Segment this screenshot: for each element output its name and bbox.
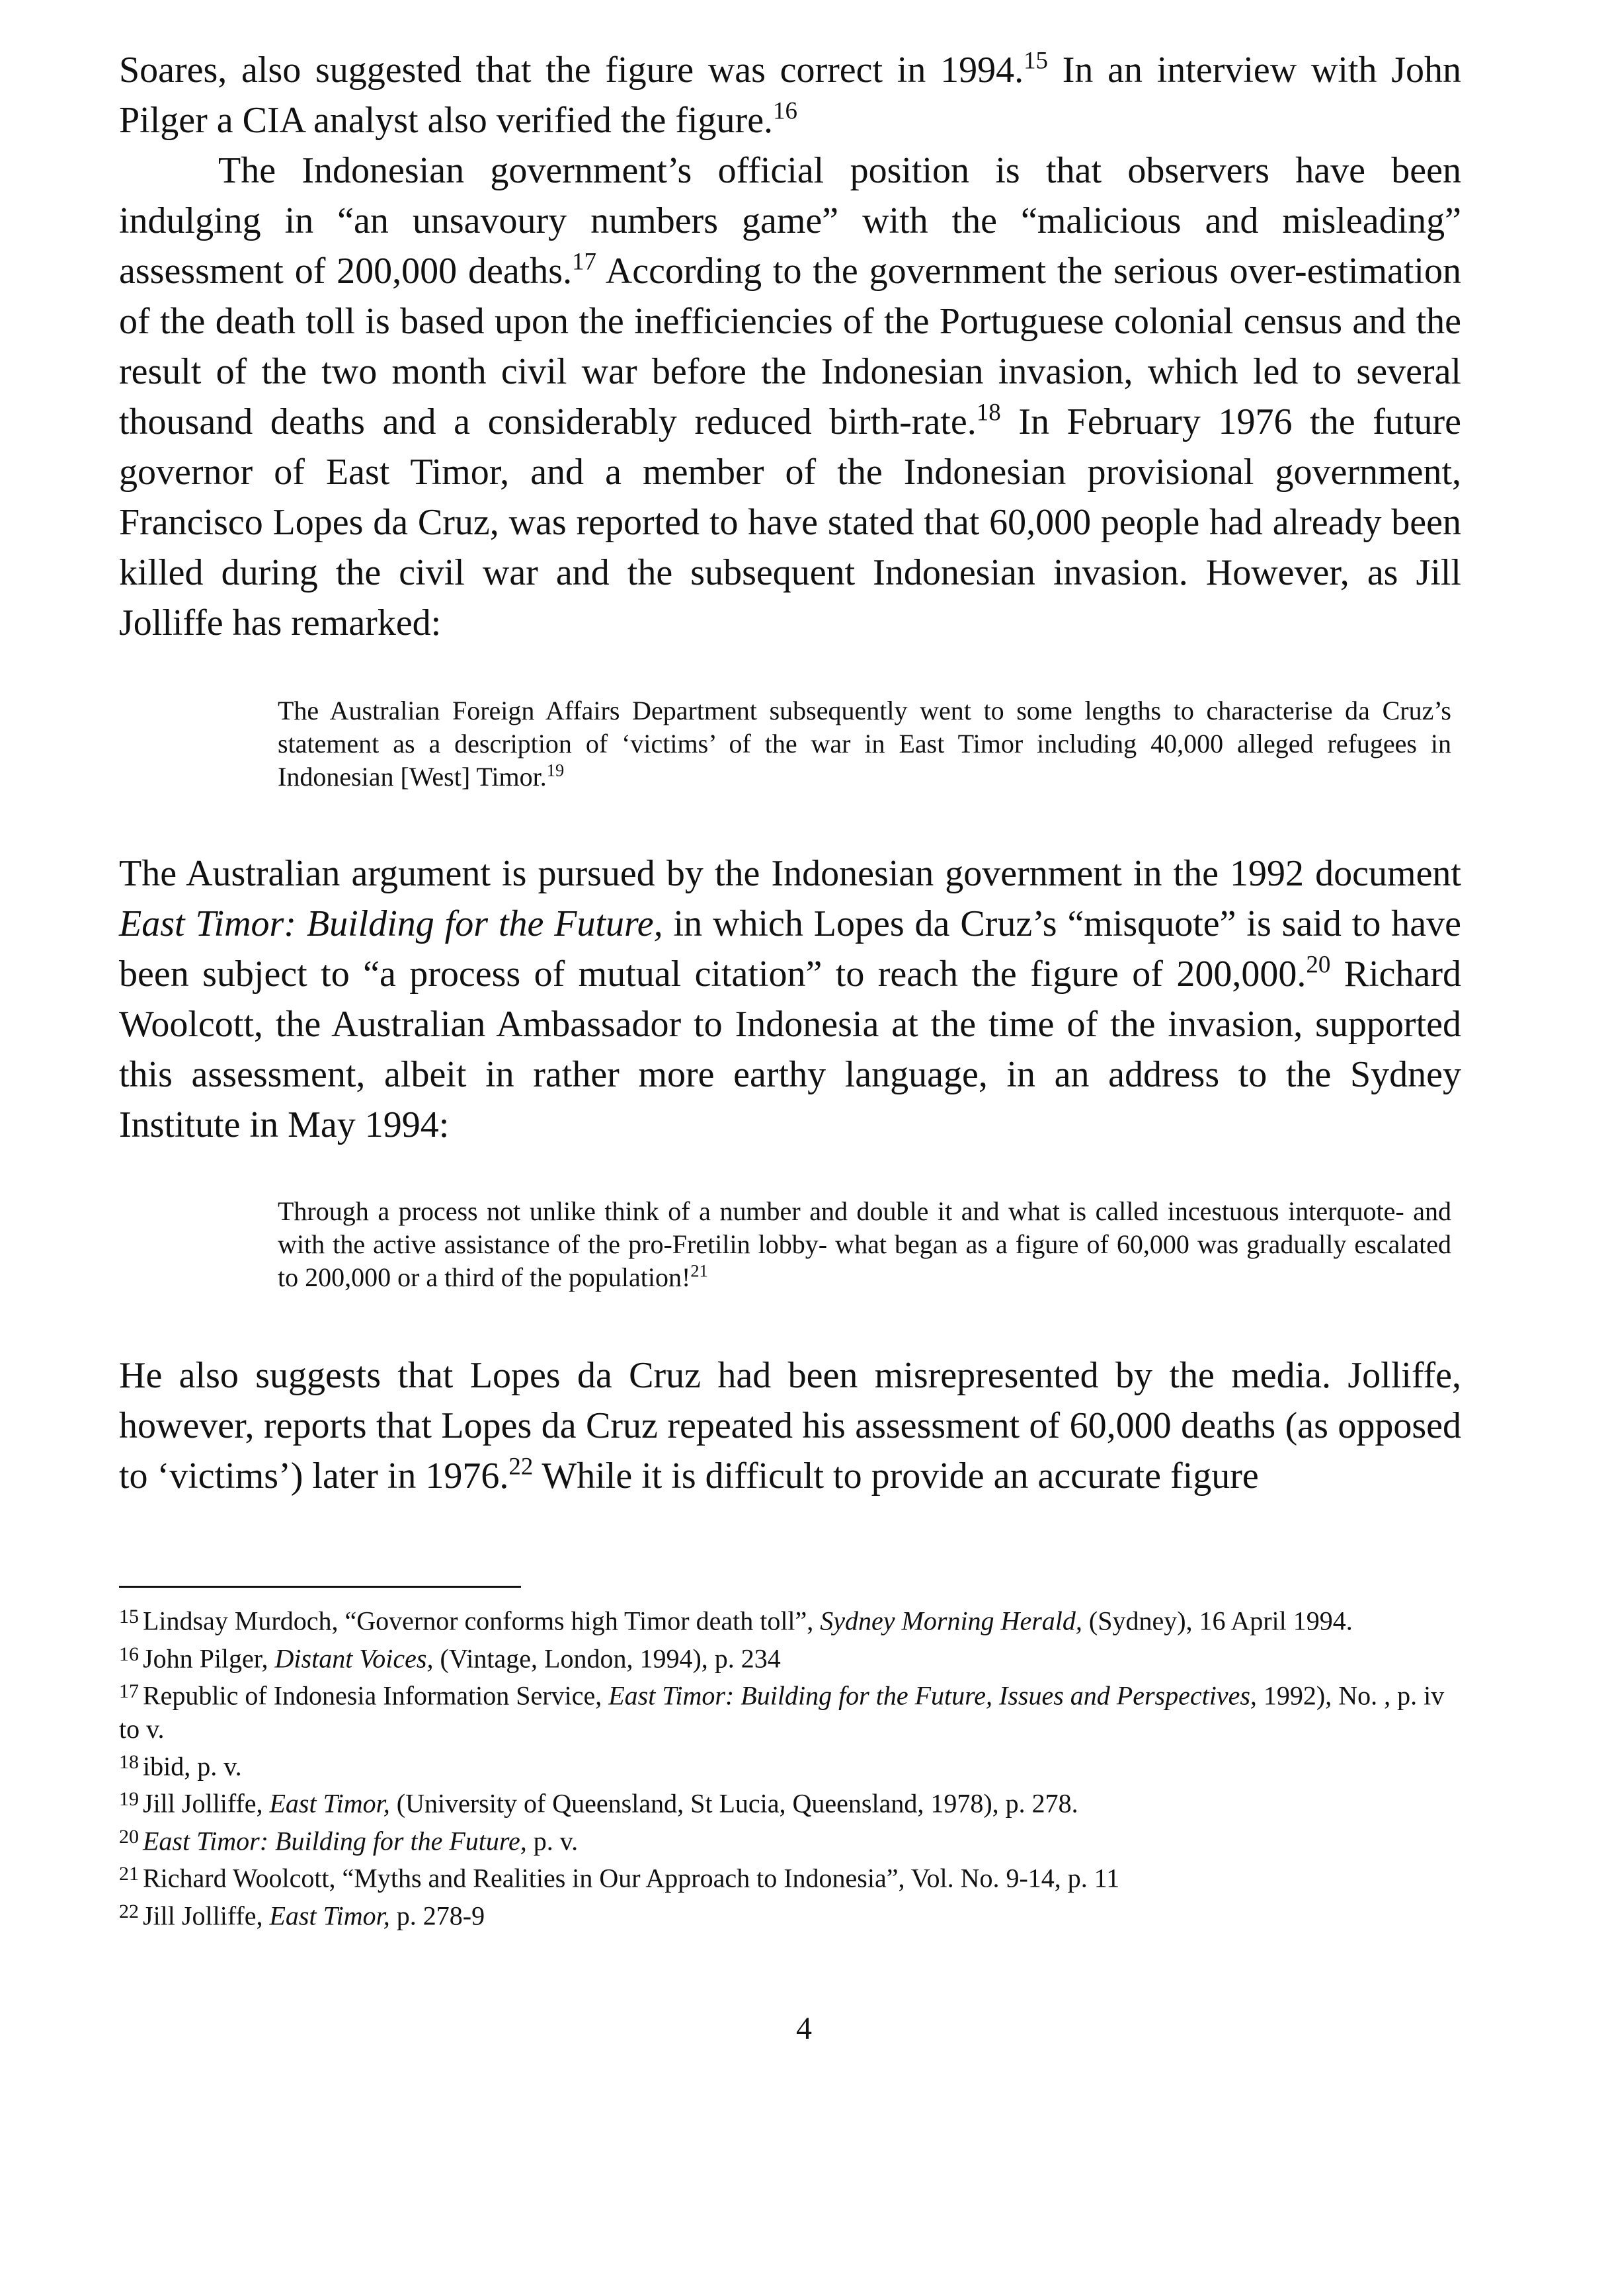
paragraph-text: While it is difficult to provide an accurate figure bbox=[533, 1456, 1259, 1496]
quote-text: Through a process not unlike think of a number and double it and what is called incestuous interquote- and with the active assistance of the pro-Fretilin lobby- what began as a figure of 60,000 was gradually escalated to 200,000 or a third of the population! bbox=[278, 1196, 1451, 1292]
footnote-ref-15: 15 bbox=[1024, 46, 1049, 74]
paragraph-text: The Indonesian government’s official position is that observers have been indulging in “an unsavoury numbers game” with the “malicious and misleading” assessment of 200,000 deaths. bbox=[119, 150, 1461, 292]
quote-text: The Australian Foreign Affairs Department subsequently went to some lengths to characterise da Cruz’s statement as a description of ‘victims’ of the war in East Timor including 40,000 alleged refugees in Indonesian [West] Timor. bbox=[278, 696, 1451, 792]
paragraph-text: Soares, also suggested that the figure was correct in 1994. bbox=[119, 50, 1024, 91]
footnote-ref-16: 16 bbox=[773, 97, 798, 124]
footnote-divider bbox=[119, 1586, 521, 1588]
footnote-item: $^{17}$ Republic of Indonesia Information Service, East Timor: Building for the Future, Issues and Perspectives, 1992), No. , p. iv to v. bbox=[119, 1680, 1445, 1744]
paragraph-indonesian-position bbox=[119, 145, 1461, 648]
paragraph-text: in which Lopes da Cruz’s “misquote” is said to have been subject to “a process of mutual citation” to reach the figure of 200,000. bbox=[119, 903, 1461, 995]
footnote-ref-18: 18 bbox=[976, 398, 1001, 426]
footnote-item: $^{20}$ East Timor: Building for the Future, p. v. bbox=[119, 1825, 579, 1856]
paragraph-text: In an interview with John Pilger a CIA analyst also verified the figure. bbox=[119, 50, 1461, 141]
footnote-item: $^{15}$ Lindsay Murdoch, “Governor conforms high Timor death toll”, Sydney Morning Herald, (Sydney), 16 April 1994. bbox=[119, 1606, 1353, 1636]
paragraph-continuation bbox=[119, 45, 1461, 145]
footnote-ref-20: 20 bbox=[1306, 950, 1331, 978]
footnote-list bbox=[119, 1600, 1468, 1932]
paragraph-misrepresented bbox=[119, 1350, 1461, 1501]
footnote-item: $^{18}$ ibid, p. v. bbox=[119, 1750, 242, 1781]
block-quote-woolcott bbox=[278, 1195, 1451, 1294]
footnote-item: $^{21}$ Richard Woolcott, “Myths and Realities in Our Approach to Indonesia”, Vol. No. 9-14, p. 11 bbox=[119, 1863, 1120, 1893]
paragraph-text: He also suggests that Lopes da Cruz had been misrepresented by the media. Jolliffe, however, reports that Lopes da Cruz repeated his assessment of 60,000 deaths (as opposed to ‘victims’) later in 1976. bbox=[119, 1355, 1461, 1496]
block-quote-jolliffe bbox=[278, 694, 1451, 794]
page-number: 4 bbox=[796, 2011, 812, 2046]
paragraph-text: Richard Woolcott, the Australian Ambassador to Indonesia at the time of the invasion, supported this assessment, albeit in rather more earthy language, in an address to the Sydney Institute in May 1994: bbox=[119, 954, 1461, 1145]
footnote-ref-19: 19 bbox=[546, 760, 565, 780]
paragraph-text: The Australian argument is pursued by the Indonesian government in the 1992 document bbox=[119, 853, 1461, 894]
footnote-ref-21: 21 bbox=[690, 1260, 708, 1281]
footnote-item: $^{19}$ Jill Jolliffe, East Timor, (University of Queensland, St Lucia, Queensland, 1978), p. 278. bbox=[119, 1788, 1078, 1819]
paragraph-text: According to the government the serious over-estimation of the death toll is based upon the inefficiencies of the Portuguese colonial census and the result of the two month civil war before the Indonesian invasion, which led to several thousand deaths and a considerably reduced birth-rate. bbox=[119, 251, 1461, 442]
document-title-italic: East Timor: Building for the Future, bbox=[119, 903, 663, 944]
paragraph-australian-argument bbox=[119, 848, 1461, 1150]
footnote-item: $^{16}$ John Pilger, Distant Voices, (Vintage, London, 1994), p. 234 bbox=[119, 1643, 781, 1673]
footnote-ref-17: 17 bbox=[572, 247, 597, 275]
footnote-item: $^{22}$ Jill Jolliffe, East Timor, p. 278-9 bbox=[119, 1900, 485, 1930]
paragraph-text: In February 1976 the future governor of East Timor, and a member of the Indonesian provisional government, Francisco Lopes da Cruz, was reported to have stated that 60,000 people had already been killed during the civil war and the subsequent Indonesian invasion. However, as Jill Jolliffe has remarked: bbox=[119, 401, 1461, 643]
footnote-ref-22: 22 bbox=[508, 1452, 534, 1480]
